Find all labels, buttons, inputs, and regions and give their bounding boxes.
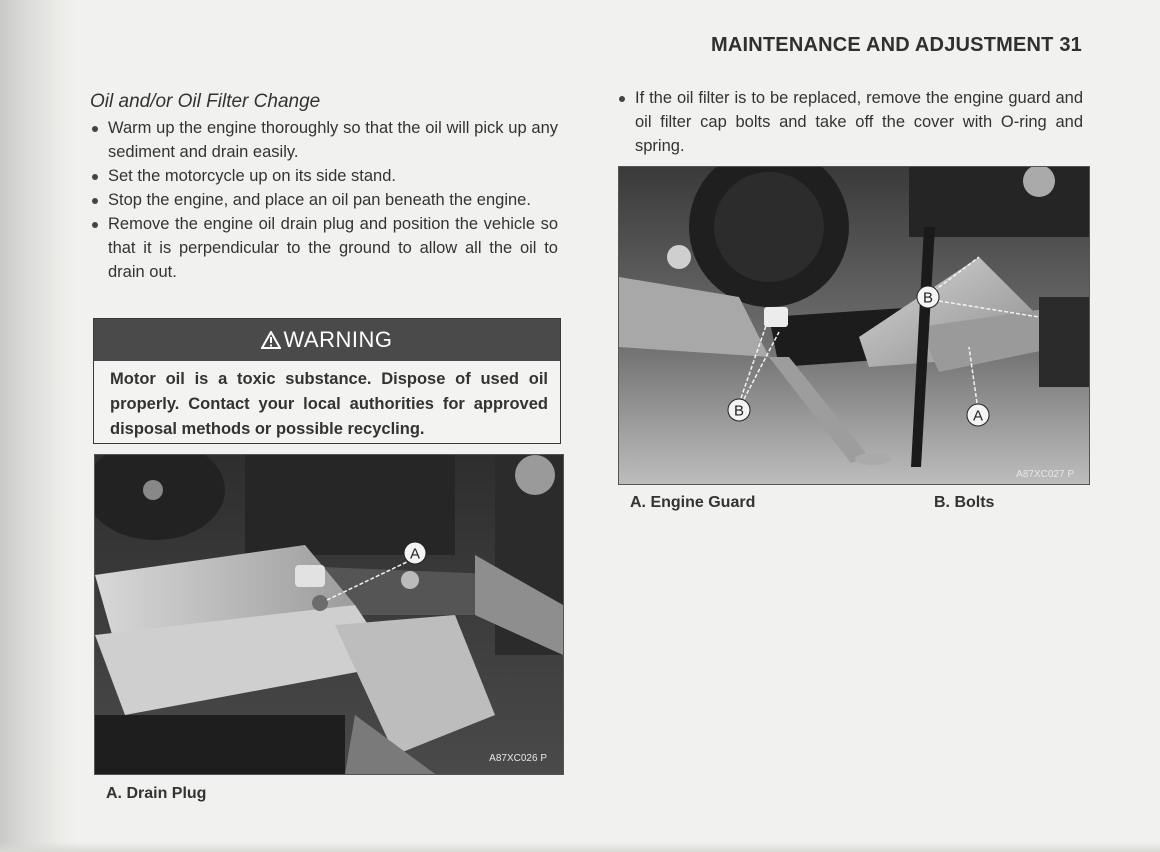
warning-text: Motor oil is a toxic substance. Dispose of used oil properly. Contact your local authorities for approved disposal methods or possible recycling. — [110, 370, 548, 438]
list-item: Remove the engine oil drain plug and position the vehicle so that it is perpendicular to the ground to allow all the oil to drain out. — [90, 212, 558, 284]
list-item: If the oil filter is to be replaced, remove the engine guard and oil filter cap bolts and take off the cover with O-ring and spring. — [617, 86, 1083, 158]
list-item: Warm up the engine thoroughly so that the oil will pick up any sediment and drain easily. — [90, 116, 558, 164]
page-bottom-edge — [0, 842, 1160, 852]
list-item: Set the motorcycle up on its side stand. — [90, 164, 558, 188]
photo-code: A87XC027 P — [1016, 469, 1074, 480]
callout-a-label: A — [972, 407, 984, 425]
figure-caption: A. Drain Plug — [106, 785, 207, 802]
page-header: MAINTENANCE AND ADJUSTMENT 31 — [710, 34, 1082, 56]
callout-b-label: B — [922, 289, 934, 307]
warning-heading: WARNING — [283, 327, 393, 352]
warning-box — [93, 318, 561, 444]
photo-code: A87XC026 P — [489, 753, 547, 764]
callout-b-label: B — [733, 402, 745, 420]
engine-guard-photo — [618, 166, 1090, 485]
figure-caption-engine-guard: A. Engine Guard — [630, 494, 756, 511]
list-item: Stop the engine, and place an oil pan beneath the engine. — [90, 188, 558, 212]
section-title: Oil and/or Oil Filter Change — [90, 91, 321, 112]
right-step-list — [617, 86, 1083, 158]
binding-shadow — [0, 0, 80, 852]
callout-a-label: A — [409, 545, 421, 563]
left-step-list — [90, 116, 558, 284]
warning-header — [94, 319, 560, 361]
drain-plug-photo — [94, 454, 564, 775]
figure-caption-bolts: B. Bolts — [934, 494, 995, 511]
warning-triangle-icon — [261, 331, 281, 349]
